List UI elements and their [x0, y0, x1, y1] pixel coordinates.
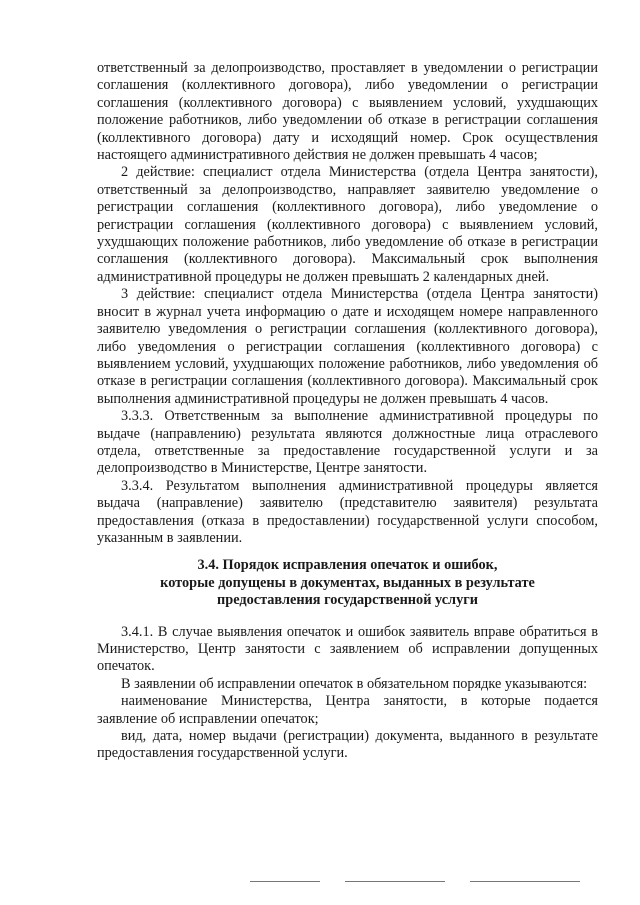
paragraph-3-3-4: 3.3.4. Результатом выполнения административной процедуры является выдача (направление) заявителю (представителю заявителя) результата предоставления (отказа в предоставлении) государственной услуги способом, указанным в заявлении. [97, 477, 598, 546]
bottom-mark-line [345, 881, 445, 882]
bottom-mark-line [470, 881, 580, 882]
document-body [97, 60, 598, 763]
paragraph-continued: ответственный за делопроизводство, проставляет в уведомлении о регистрации соглашения (коллективного договора), либо уведомлении о регистрации соглашения (коллективного договора) с выявлением условий, ухудшающих положение работников, либо уведомлении об отказе в регистрации соглашения (коллективного договора) дату и исходящий номер. Срок осуществления настоящего административного действия не должен превышать 4 часов; [97, 60, 598, 164]
bottom-mark-line [250, 881, 320, 882]
heading-line-2: которые допущены в документах, выданных в результате [160, 574, 535, 591]
heading-line-1: 3.4. Порядок исправления опечаток и ошибок, [197, 557, 498, 574]
paragraph-document-details: вид, дата, номер выдачи (регистрации) документа, выданного в результате предоставления государственной услуги. [97, 728, 598, 762]
paragraph-application-contents: В заявлении об исправлении опечаток в обязательном порядке указываются: [121, 675, 588, 692]
paragraph-ministry-name: наименование Министерства, Центра занятости, в которые подается заявление об исправлении опечаток; [97, 693, 598, 727]
page-bottom-marks [250, 880, 580, 884]
paragraph-action-3: 3 действие: специалист отдела Министерства (отдела Центра занятости) вносит в журнал учета информацию о дате и исходящем номере направленного заявителю уведомления о регистрации соглашения (коллективного договора), либо уведомления о регистрации соглашения (коллективного договора) с выявлением условий, ухудшающих положение работников, либо уведомления об отказе в регистрации соглашения (коллективного договора). Максимальный срок выполнения административной процедуры не должен превышать 4 часов. [97, 286, 598, 407]
section-heading-3-4 [97, 557, 598, 609]
heading-line-3: предоставления государственной услуги [217, 592, 478, 609]
paragraph-3-3-3: 3.3.3. Ответственным за выполнение административной процедуры по выдаче (направлению) результата являются должностные лица отраслевого отдела, ответственные за предоставление государственной услуги и за делопроизводство в Министерстве, Центре занятости. [97, 408, 598, 477]
paragraph-action-2: 2 действие: специалист отдела Министерства (отдела Центра занятости), ответственный за делопроизводство, направляет заявителю уведомление о регистрации соглашения (коллективного договора), либо уведомление о регистрации соглашения (коллективного договора) с выявлением условий, ухудшающих положение работников, либо уведомление об отказе в регистрации соглашения (коллективного договора). Максимальный срок выполнения административной процедуры не должен превышать 2 календарных дней. [97, 164, 598, 285]
paragraph-3-4-1: 3.4.1. В случае выявления опечаток и ошибок заявитель вправе обратиться в Министерство, Центр занятости с заявлением об исправлении допущенных опечаток. [97, 623, 598, 675]
